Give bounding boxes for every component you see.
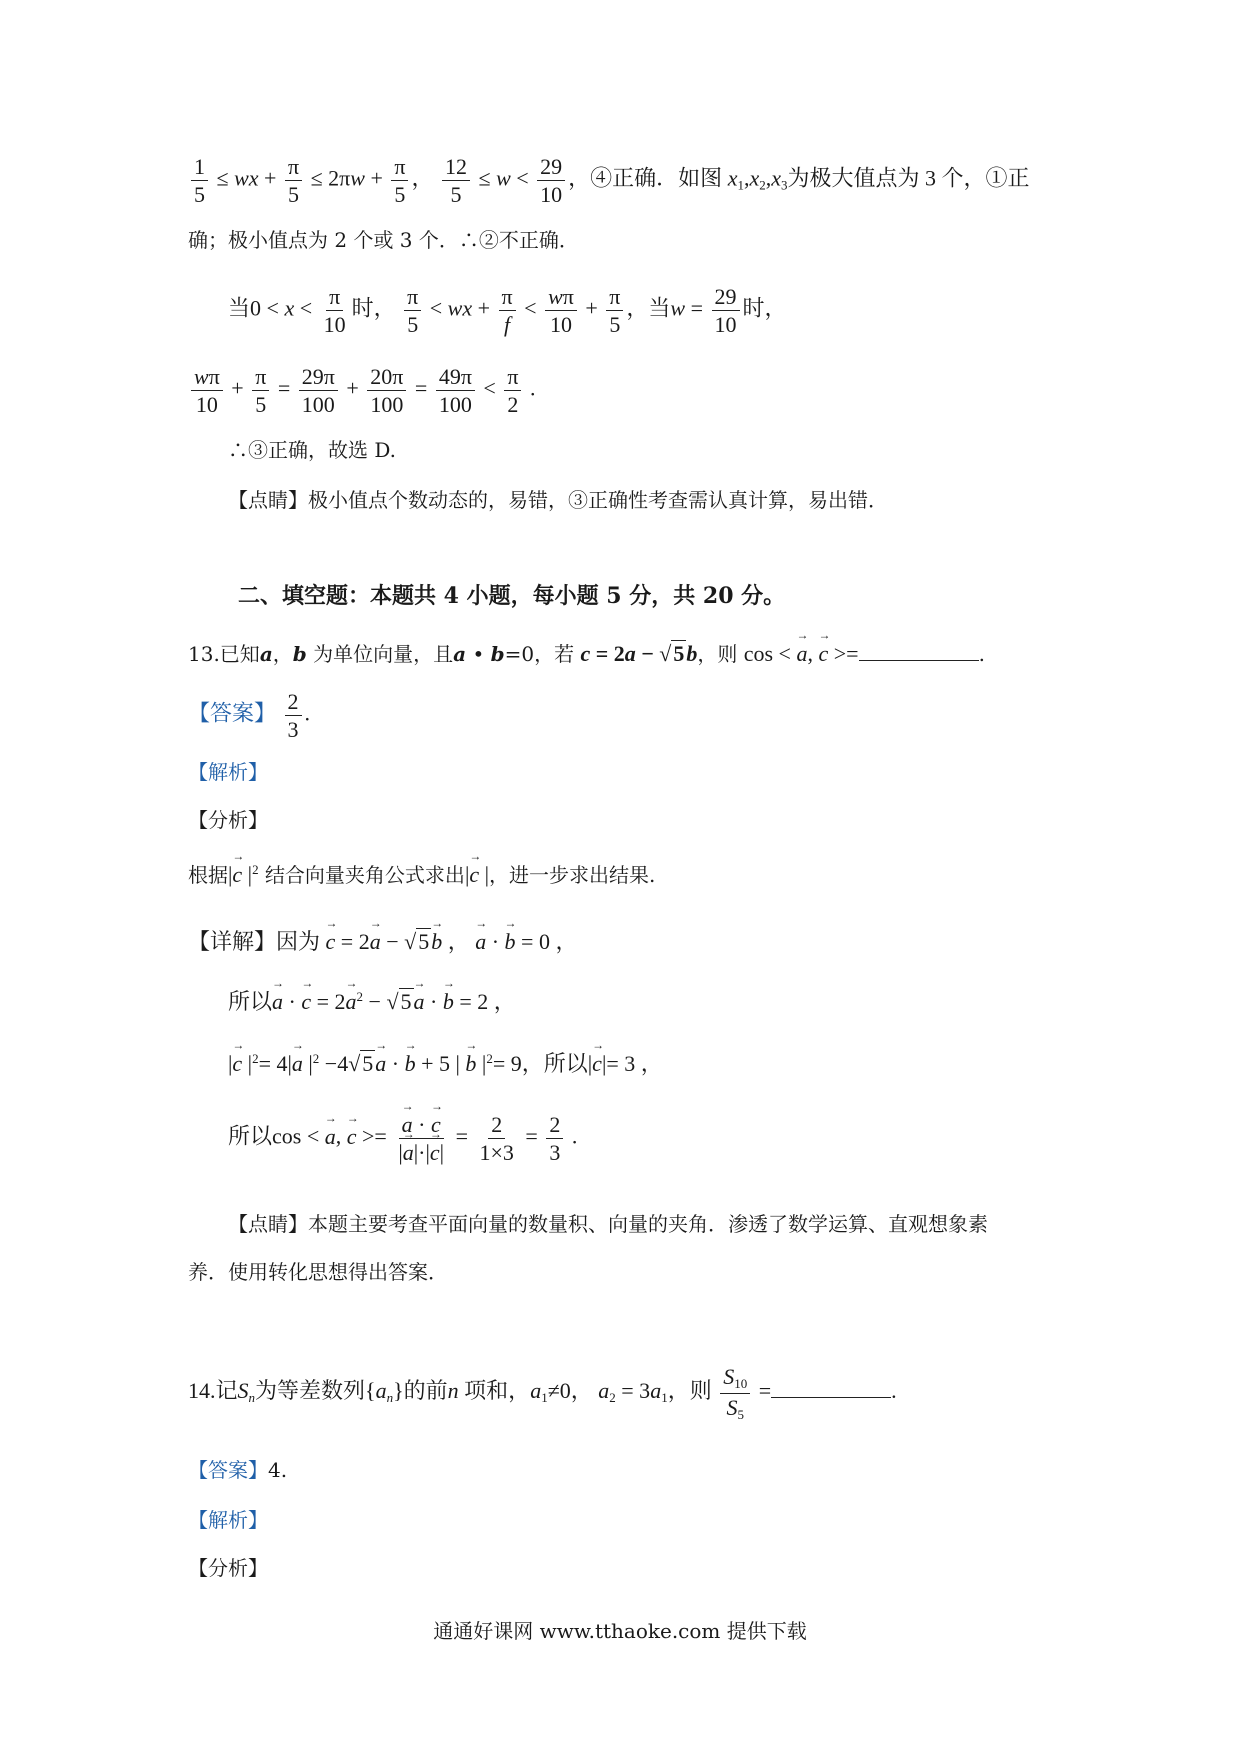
text-line-5: ∴③正确，故选 D. <box>228 438 397 462</box>
math-line-4: $\frac{w\pi}{10}$ + $\frac{\pi}{5}$ = $\frac{29\pi}{100}$ + $\frac{20\pi}{100}$ = $\frac{49\pi}{100}$ < $\frac{\pi}{2}$ . <box>188 365 535 416</box>
answer-label: 【答案】 <box>188 700 277 726</box>
fenxi-label: 【分析】 <box>188 808 268 832</box>
detail-line-3: |→ c $|^2= 4|\to a$ $|^2 -4√5\to a$ · → b + 5 | → b $|^2= 9$，所以|→ c|= 3 ， <box>228 1050 663 1077</box>
q14-stem: 14.记$S_n$为等差数列$\{a_n\}$的前n 项和，$a_1\ne 0$， $a_2 = 3a_1$，则 $\frac{S_{10}}{S_5}$ = . <box>188 1364 897 1422</box>
analysis-label: 【解析】 <box>188 760 268 784</box>
detail-line-2: 所以→ a · → $c = 2\to a^2 - √5\to a$ · → b = 2 ， <box>228 988 516 1015</box>
q13-dianjing-1: 【点睛】本题主要考查平面向量的数量积、向量的夹角．渗透了数学运算、直观想象素 <box>228 1212 988 1236</box>
line1-tail: 为极大值点为 3 个，①正 <box>787 165 1030 191</box>
answer-blank <box>859 642 979 661</box>
q13-stem: 13.已知a，b 为单位向量，且a • b=0，若 c = 2a − √5b，则 cos < → a, → c >= . <box>188 640 985 667</box>
detail-line-4: 所以cos < → a, → c >= → $\frac{a \cdot \to c}{|\to a|\cdot|\to c|}$ = $\frac{2}{1\times 3}$ = $\frac{2}{3}$ . <box>228 1113 577 1164</box>
dianjing-line: 【点睛】极小值点个数动态的，易错，③正确性考查需认真计算，易出错． <box>228 488 888 512</box>
when-w-label: ，当 <box>626 295 671 321</box>
text-line-2: 确；极小值点为 2 个或 3 个．∴②不正确． <box>188 228 579 252</box>
q14-answer: 【答案】4. <box>188 1458 288 1482</box>
time-end-label: 时， <box>742 295 787 321</box>
section-title: 二、填空题：本题共 4 小题，每小题 5 分，共 20 分。 <box>238 583 786 609</box>
q13-dianjing-2: 养．使用转化思想得出答案． <box>188 1260 448 1284</box>
math-line-1: $\frac{1}{5}$ ≤ wx + $\frac{\pi}{5}$ ≤ 2πw + $\frac{\pi}{5}$ ， $\frac{12}{5}$ ≤ w < $\frac{29}{10}$ ，④正确．如图 $x_1,x_2,x_3$为极大值点为 3 个，①正 <box>188 155 1030 206</box>
time-label: 时， <box>351 295 396 321</box>
math-line-3: 当0 < x < $\frac{\pi}{10}$ 时， $\frac{\pi}{5}$ < wx + $\frac{\pi}{f}$ < $\frac{w\pi}{10}$ + $\frac{\pi}{5}$ ，当w = $\frac{29}{10}$ 时， <box>228 284 787 338</box>
fenxi-text: 根据|→ c $|^2$ 结合向量夹角公式求出|→ c |，进一步求出结果. <box>188 862 655 888</box>
comma: ， <box>411 165 434 191</box>
line1-text: ，④正确．如图 <box>568 165 723 191</box>
q14-analysis-label: 【解析】 <box>188 1508 268 1532</box>
footer-text: 通通好课网 www.tthaoke.com 提供下载 <box>433 1619 807 1643</box>
q14-fenxi-label: 【分析】 <box>188 1556 268 1580</box>
when-label: 当 <box>228 295 251 321</box>
answer-blank-14 <box>771 1379 891 1398</box>
detail-line-1: 【详解】因为 → c = 2→ a − √5→ b ， → a · → b = 0 ， <box>188 928 577 955</box>
q13-answer: 【答案】 $\frac{2}{3}$ . <box>188 689 311 743</box>
